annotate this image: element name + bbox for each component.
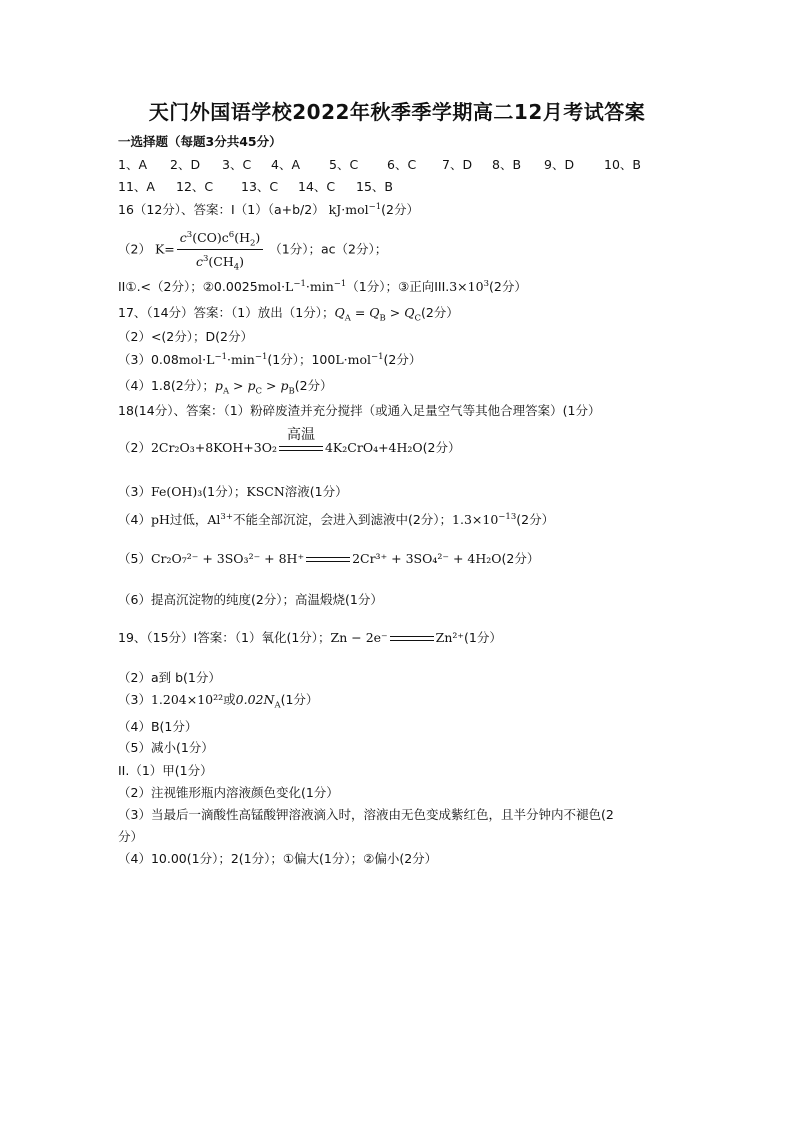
q19-line-10: （4）10.00(1分）；2(1分）；①偏大(1分）；②偏小(2分） xyxy=(118,851,438,866)
answer-1: 1、A xyxy=(118,157,148,172)
q19-line-2: （2）a到 b(1分） xyxy=(118,670,221,685)
q18-line-1: 18(14分）、答案：（1）粉碎废渣并充分搅拌（或通入足量空气等其他合理答案）(1分） xyxy=(118,403,601,418)
q16-line-2: （2） K= $\frac{c^3(CO)c^6(H_2)}{c^3(CH_4)}$ （1分）；ac（2分）； xyxy=(118,229,388,273)
reaction-equals-sign xyxy=(306,555,350,565)
reaction-equals-sign xyxy=(390,634,434,644)
q18-line-5: （5）Cr₂O₇²⁻ + 3SO₃²⁻ + 8H⁺ 2Cr³⁺ + 3SO₄²⁻ + 4H₂O(2分） xyxy=(118,551,540,566)
q18-line-6: （6）提高沉淀物的纯度(2分）；高温煅烧(1分） xyxy=(118,592,383,607)
answer-15: 15、B xyxy=(356,179,393,194)
q16-line-1: 16（12分）、答案：I（1）（a+b/2） kJ·mol$^{-1}$(2分） xyxy=(118,201,419,217)
q19-line-8: （3）当最后一滴酸性高锰酸钾溶液滴入时，溶液由无色变成紫红色，且半分钟内不褪色(2 xyxy=(118,807,614,822)
q19-line-6: II.（1）甲(1分） xyxy=(118,763,213,778)
q17-line-1: 17、（14分）答案：（1）放出（1分）；$Q_A = Q_B > Q_C(2$分） xyxy=(118,305,459,324)
answer-2: 2、D xyxy=(170,157,201,172)
answer-13: 13、C xyxy=(241,179,279,194)
q19-line-1: 19、（15分）I答案：（1）氧化(1分）；Zn − 2e⁻ Zn²⁺(1分） xyxy=(118,630,502,645)
q17-line-2: （2）<(2分）；D(2分） xyxy=(118,329,253,344)
answer-4: 4、A xyxy=(271,157,301,172)
q18-line-2: （2）2Cr₂O₃+8KOH+3O₂ 高温 4K₂CrO₄+4H₂O(2分） xyxy=(118,426,461,455)
q19-line-9: 分） xyxy=(118,829,144,844)
answer-11: 11、A xyxy=(118,179,155,194)
answer-6: 6、C xyxy=(387,157,417,172)
answer-3: 3、C xyxy=(222,157,252,172)
reaction-condition-arrow: 高温 xyxy=(279,444,323,454)
equilibrium-constant-fraction: $\frac{c^3(CO)c^6(H_2)}{c^3(CH_4)}$ xyxy=(177,228,264,272)
answer-10: 10、B xyxy=(604,157,641,172)
q17-line-3: $(3)0.08mol\cdot L^{-1}\cdot\min^{-1}(1$分）；100L·mol$^{-1}$(2分） xyxy=(118,351,422,367)
q18-line-4: （4）pH过低，$Al^{3+}$不能全部沉淀，会进入到滤液中(2分）；$1.3\times 10^{-13}(2$分） xyxy=(118,511,555,527)
q19-line-5: （5）减小(1分） xyxy=(118,740,214,755)
q16-line-3: II①.<（2分）；$②0.0025mol\cdot L^{-1}\cdot\min^{-1}(1$分）；③正向$III.3\times 10^3(2$分） xyxy=(118,278,527,294)
answer-9: 9、D xyxy=(544,157,575,172)
q17-line-4: （4）1.8(2分）；$p_A > p_C > p_B(2$分） xyxy=(118,378,333,397)
q18-line-3: （3）Fe(OH)₃(1分）；KSCN溶液(1分） xyxy=(118,484,348,499)
answer-row-1 xyxy=(118,156,641,174)
answer-row-2 xyxy=(118,178,393,196)
answer-14: 14、C xyxy=(298,179,336,194)
q19-line-4: （4）B(1分） xyxy=(118,719,198,734)
q19-line-3: （3）1.204×10²²或$0.02N_A(1$分） xyxy=(118,692,319,711)
answer-5: 5、C xyxy=(329,157,359,172)
answer-7: 7、D xyxy=(442,157,473,172)
section-heading-choice: 一选择题（每题3分共45分） xyxy=(118,134,282,149)
page-title: 天门外国语学校2022年秋季季学期高二12月考试答案 xyxy=(148,100,646,124)
q19-line-7: （2）注视锥形瓶内溶液颜色变化(1分） xyxy=(118,785,339,800)
answer-8: 8、B xyxy=(492,157,522,172)
answer-12: 12、C xyxy=(176,179,214,194)
